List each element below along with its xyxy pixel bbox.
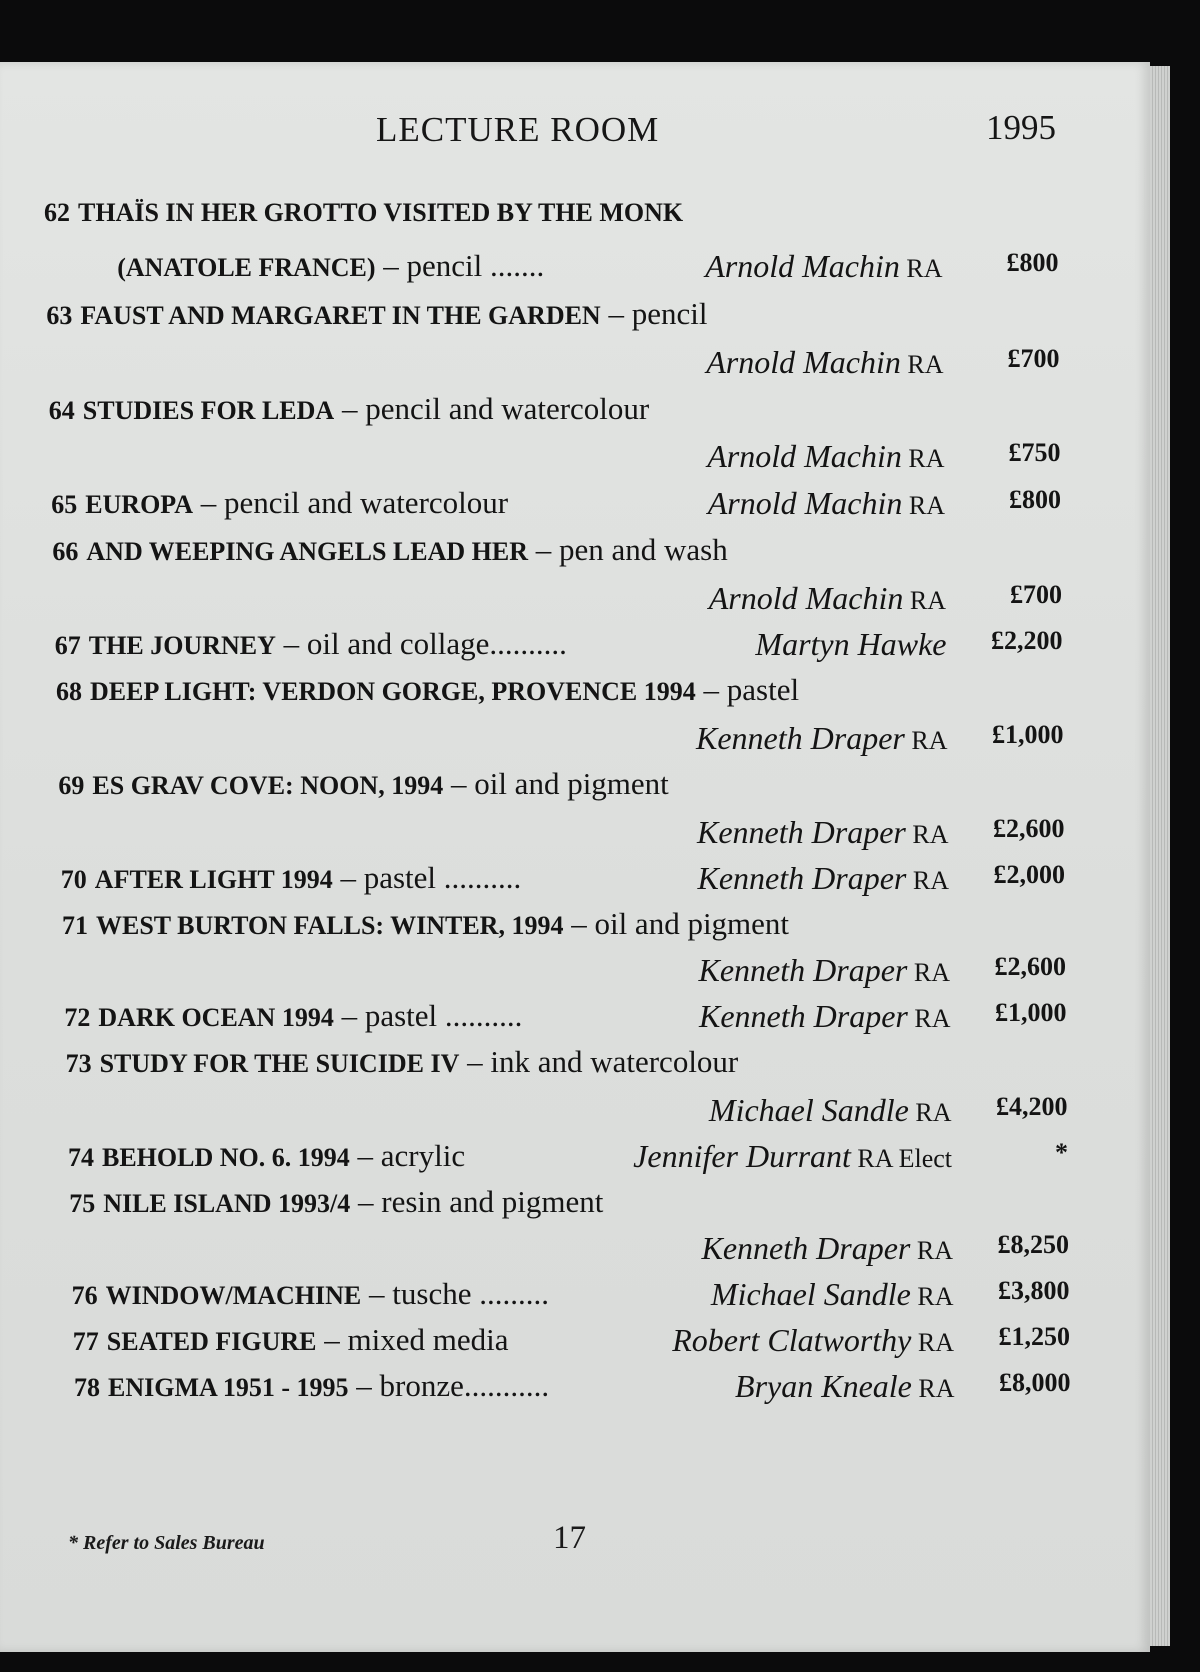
work-title: THAÏS IN HER GROTTO VISITED BY THE MONK: [78, 198, 684, 227]
work-title: AND WEEPING ANGELS LEAD HER: [86, 537, 528, 566]
work-title: EUROPA: [85, 490, 194, 519]
artist-name: Kenneth Draper: [699, 998, 908, 1034]
catalogue-entry-line: [49, 391, 1060, 439]
price: £800: [1006, 248, 1059, 277]
lot-number: 64: [48, 396, 75, 425]
catalogue-entry-line: [70, 1230, 1069, 1278]
lot-number: 66: [52, 537, 79, 566]
work-title: (ANATOLE FRANCE): [117, 253, 376, 282]
artist-title: RA: [907, 1004, 951, 1033]
catalogue-entry-line: [66, 1044, 1067, 1092]
catalogue-entry-line: [61, 860, 1065, 908]
work-medium: – oil and pigment: [563, 906, 790, 941]
artist-title: RA: [900, 350, 944, 379]
price: £1,000: [991, 720, 1064, 749]
artist-name: Arnold Machin: [706, 344, 901, 380]
catalogue-entry-line: [46, 296, 1059, 344]
catalogue-entry-line: [68, 1138, 1068, 1186]
work-medium: – pastel ..........: [333, 998, 523, 1033]
artist-title: RA: [904, 726, 948, 755]
artist-title: RA: [911, 1328, 954, 1357]
price: £700: [1009, 580, 1062, 609]
artist-name: Kenneth Draper: [696, 720, 905, 756]
work-medium: – mixed media: [316, 1322, 509, 1357]
catalogue-entry-line: [44, 198, 1058, 246]
lot-number: 71: [62, 911, 88, 940]
catalogue-entry-line: [63, 952, 1066, 1000]
price: £750: [1008, 438, 1061, 467]
price: £4,200: [995, 1092, 1068, 1121]
price: £1,250: [998, 1322, 1070, 1351]
catalogue-entry-line: [69, 1184, 1068, 1232]
catalogue-entry-line: [45, 248, 1058, 296]
page-number: 17: [553, 1520, 586, 1556]
work-medium: – oil and pigment: [443, 766, 669, 801]
artist-name: Arnold Machin: [708, 580, 904, 616]
work-title: WINDOW/MACHINE: [105, 1281, 362, 1310]
lot-number: 67: [54, 631, 81, 660]
work-title: SEATED FIGURE: [106, 1327, 317, 1356]
work-medium: – resin and pigment: [350, 1184, 604, 1219]
price: £8,000: [999, 1368, 1071, 1397]
catalogue-entry-line: [74, 1368, 1071, 1416]
work-medium: – tusche .........: [361, 1276, 549, 1311]
catalogue-entry-line: [56, 672, 1063, 720]
lot-number: 65: [51, 490, 78, 519]
work-medium: – pen and wash: [528, 532, 728, 567]
price: *: [1055, 1138, 1068, 1167]
artist-title: RA: [906, 866, 949, 895]
price: £800: [1008, 485, 1061, 514]
artist-name: Arnold Machin: [705, 248, 900, 284]
work-title: WEST BURTON FALLS: WINTER, 1994: [96, 911, 564, 940]
lot-number: 78: [74, 1373, 100, 1402]
lot-number: 69: [58, 771, 85, 800]
artist-title: RA: [910, 1236, 953, 1265]
price: £2,600: [994, 952, 1066, 981]
work-title: DEEP LIGHT: VERDON GORGE, PROVENCE 1994: [90, 677, 696, 706]
catalogue-entry-line: [48, 344, 1060, 392]
work-medium: – bronze...........: [348, 1368, 550, 1403]
artist-name: Michael Sandle: [708, 1092, 909, 1128]
price: £1,000: [994, 998, 1067, 1027]
artist-name: Jennifer Durrant: [633, 1138, 851, 1174]
work-medium: – oil and collage..........: [275, 626, 567, 661]
lot-number: 74: [68, 1143, 94, 1172]
price: £700: [1007, 344, 1060, 373]
work-medium: – acrylic: [349, 1138, 466, 1173]
lot-number: 62: [44, 198, 70, 227]
price: £2,200: [990, 626, 1063, 655]
work-medium: – pencil: [600, 296, 708, 331]
artist-title: RA: [910, 1282, 954, 1311]
work-medium: – pencil and watercolour: [193, 485, 509, 520]
artist-title: RA: [903, 586, 946, 615]
work-medium: – pastel: [695, 672, 800, 707]
artist-title: RA: [901, 444, 945, 473]
work-title: ES GRAV COVE: NOON, 1994: [92, 771, 444, 800]
work-title: STUDY FOR THE SUICIDE IV: [99, 1049, 460, 1078]
lot-number: 70: [60, 865, 87, 894]
work-medium: – pencil and watercolour: [334, 391, 650, 426]
lot-number: 72: [64, 1003, 91, 1032]
price: £2,000: [993, 860, 1065, 889]
artist-title: RA: [908, 1098, 952, 1127]
artist-name: Kenneth Draper: [698, 952, 908, 988]
catalogue-entry-line: [55, 626, 1063, 674]
artist-title: RA Elect: [850, 1144, 952, 1173]
work-title: DARK OCEAN 1994: [98, 1003, 334, 1032]
lot-number: 75: [69, 1189, 96, 1218]
price: £2,600: [992, 814, 1065, 843]
lot-number: 73: [65, 1049, 92, 1078]
work-title: STUDIES FOR LEDA: [82, 396, 335, 425]
catalogue-entry-line: [72, 1276, 1070, 1324]
catalogue-entry-line: [73, 1322, 1070, 1370]
work-medium: – ink and watercolour: [459, 1044, 739, 1079]
artist-name: Kenneth Draper: [697, 814, 906, 850]
work-medium: – pastel ..........: [332, 860, 522, 895]
work-title: FAUST AND MARGARET IN THE GARDEN: [80, 301, 601, 330]
artist-title: RA: [902, 491, 945, 520]
artist-title: RA: [899, 254, 943, 283]
catalogue-entry-line: [60, 814, 1065, 862]
work-medium: – pencil .......: [375, 248, 545, 283]
catalogue-entry-line: [50, 438, 1061, 486]
work-title: BEHOLD NO. 6. 1994: [102, 1143, 350, 1172]
lot-number: 77: [72, 1327, 99, 1356]
work-title: AFTER LIGHT 1994: [94, 865, 333, 894]
artist-name: Kenneth Draper: [701, 1230, 911, 1266]
artist-name: Michael Sandle: [710, 1276, 911, 1312]
catalogue-entry-line: [58, 766, 1064, 814]
page-year: 1995: [986, 108, 1056, 147]
catalogue-entry-line: [64, 998, 1066, 1046]
work-title: ENIGMA 1951 - 1995: [108, 1373, 349, 1402]
catalogue-entry-line: [62, 906, 1066, 954]
catalogue-entry-line: [54, 580, 1062, 628]
work-title: THE JOURNEY: [88, 631, 276, 660]
artist-name: Robert Clatworthy: [672, 1322, 912, 1358]
artist-title: RA: [905, 820, 949, 849]
page-edges: [1150, 66, 1170, 1646]
lot-number: 68: [56, 677, 82, 706]
artist-title: RA: [907, 958, 950, 987]
artist-name: Arnold Machin: [707, 438, 902, 474]
work-title: NILE ISLAND 1993/4: [103, 1189, 351, 1218]
lot-number: 76: [71, 1281, 98, 1310]
catalogue-entry-line: [57, 720, 1063, 768]
catalogue-entry-line: [51, 485, 1061, 533]
artist-name: Kenneth Draper: [697, 860, 907, 896]
artist-name: Bryan Kneale: [735, 1368, 912, 1404]
page-title: LECTURE ROOM: [376, 110, 660, 149]
footnote: * Refer to Sales Bureau: [68, 1532, 265, 1554]
price: £3,800: [997, 1276, 1070, 1305]
catalogue-entry-line: [67, 1092, 1068, 1140]
price: £8,250: [997, 1230, 1069, 1259]
lot-number: 63: [46, 301, 73, 330]
artist-title: RA: [911, 1374, 955, 1403]
artist-name: Arnold Machin: [707, 485, 903, 521]
catalogue-entry-line: [52, 532, 1061, 580]
artist-name: Martyn Hawke: [755, 626, 947, 662]
